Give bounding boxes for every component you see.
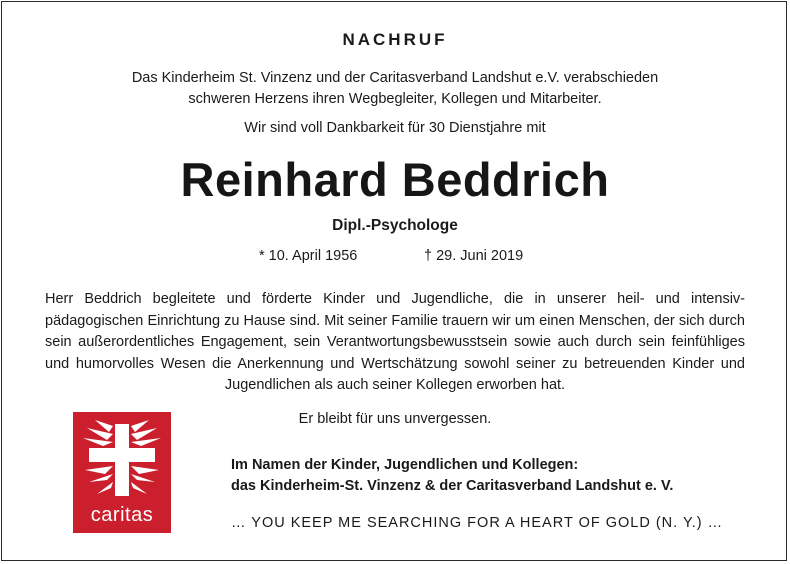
death-date: † 29. Juni 2019: [424, 248, 524, 264]
motto-line: … YOU KEEP ME SEARCHING FOR A HEART OF GOLD (N. Y.) …: [231, 515, 724, 531]
caritas-wordmark: caritas: [90, 504, 154, 526]
tribute-text: Herr Beddrich begleitete und förderte Kinder und Jugendliche, die in unserer heil- und intensiv-pädagogischen Einrichtung zu Hause sind. Mit seiner Familie trauern wir um einen Menschen, der sich durch sein außerordentliches Engagement, sein Verantwortungsbewusstsein sowie auch durch sein feinfühliges und humorvolles Wesen die Anerkennung und Wertschätzung sowohl seiner zu betreuenden Kinder und Jugendlichen als auch seiner Kollegen erworben hat.: [45, 291, 745, 393]
signature-block: [231, 455, 673, 497]
signature-line-1: Im Namen der Kinder, Jugendlichen und Kollegen:: [231, 457, 579, 473]
intro-text: [0, 68, 790, 110]
intro-line-2: schweren Herzens ihren Wegbegleiter, Kollegen und Mitarbeiter.: [188, 91, 602, 107]
thanks-line: Wir sind voll Dankbarkeit für 30 Dienstjahre mit: [244, 120, 546, 136]
remembrance-line: Er bleibt für uns unvergessen.: [298, 411, 492, 427]
caritas-flame-cross-icon: [73, 412, 171, 504]
notice-heading: NACHRUF: [342, 30, 448, 49]
intro-line-1: Das Kinderheim St. Vinzenz und der Caritasverband Landshut e.V. verabschieden: [131, 70, 659, 86]
signature-line-2: das Kinderheim-St. Vinzenz & der Caritasverband Landshut e. V.: [231, 478, 674, 494]
birth-date: * 10. April 1956: [259, 248, 358, 264]
deceased-name: Reinhard Beddrich: [180, 153, 610, 206]
deceased-title: Dipl.-Psychologe: [332, 217, 458, 234]
caritas-logo: [73, 412, 171, 533]
